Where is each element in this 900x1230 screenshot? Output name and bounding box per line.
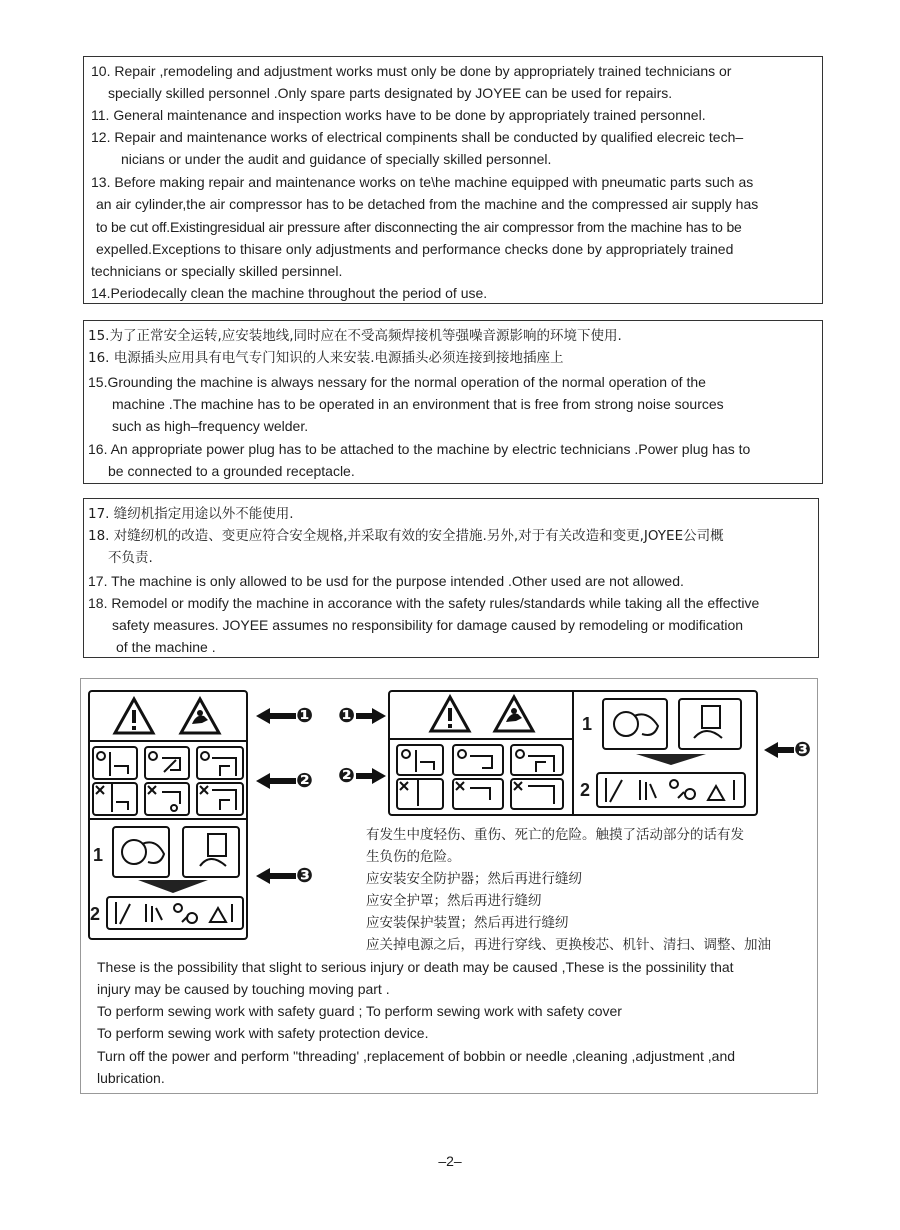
callout-number: ❶ (296, 705, 313, 727)
text-line: 应安装安全防护器；然后再进行缝纫 (366, 871, 582, 887)
page-number: –2– (438, 1153, 462, 1169)
text-line: Turn off the power and perform "threading' ,replacement of bobbin or needle ,cleaning ,adjustment ,and (97, 1048, 736, 1064)
power-off-hand-icon (602, 698, 742, 750)
text-line: specially skilled personnel .Only spare parts designated by JOYEE can be used for repairs. (108, 85, 673, 101)
text-line: expelled.Exceptions to thisare only adjustments and performance checks done by appropriately trained (96, 241, 734, 257)
sewing-pictograms-icon (92, 746, 244, 816)
threading-cleaning-icons (596, 772, 746, 808)
callout-number: ❷ (338, 765, 355, 787)
text-line: machine .The machine has to be operated in an environment that is free from strong noise sources (112, 396, 724, 412)
text-line: 17. The machine is only allowed to be usd for the purpose intended .Other used are not allowed. (88, 573, 684, 589)
text-line: 15.Grounding the machine is always nessary for the normal operation of the normal operation of the (88, 374, 706, 390)
text-line: 12. Repair and maintenance works of electrical compinents shall be conducted by qualified elecreic tech– (91, 129, 744, 145)
text-line: 应安全护罩；然后再进行缝纫 (366, 893, 542, 909)
arrow-left-icon (256, 773, 296, 789)
hand-injury-warning-icon (178, 696, 222, 736)
arrow-left-icon (256, 868, 296, 884)
step-number: 1 (93, 845, 104, 865)
down-arrow-icon (138, 880, 208, 894)
text-line: injury may be caused by touching moving part . (97, 981, 390, 997)
text-line: lubrication. (97, 1070, 165, 1086)
sewing-pictograms-icon (396, 744, 564, 810)
step-number: 2 (580, 780, 591, 800)
text-line: 11. General maintenance and inspection works have to be done by appropriately trained personnel. (91, 107, 706, 123)
divider (572, 690, 574, 816)
text-line: 10. Repair ,remodeling and adjustment works must only be done by appropriately trained technicians or (91, 63, 732, 79)
text-line: To perform sewing work with safety protection device. (97, 1025, 429, 1041)
text-line: 17. 缝纫机指定用途以外不能使用. (88, 506, 294, 522)
text-line: These is the possibility that slight to serious injury or death may be caused ,These is the possinility that (97, 959, 734, 975)
text-line: 15.为了正常安全运转,应安装地线,同时应在不受高频焊接机等强噪音源影响的环境下使用. (88, 328, 622, 344)
callout-number: ❸ (794, 739, 811, 761)
text-line: 13. Before making repair and maintenance works on te\he machine equipped with pneumatic parts such as (91, 174, 754, 190)
text-line: to be cut off.Existingresidual air pressure after disconnecting the air compressor from the machine has to be (96, 219, 742, 235)
step-number: 1 (582, 714, 593, 734)
text-line: 16. 电源插头应用具有电气专门知识的人来安装.电源插头必须连接到接地插座上 (88, 350, 564, 366)
hand-injury-warning-icon (492, 694, 536, 734)
text-line: 14.Periodecally clean the machine throughout the period of use. (91, 285, 488, 301)
callout-number: ❶ (338, 705, 355, 727)
threading-cleaning-icons (106, 896, 244, 930)
text-line: of the machine . (116, 639, 216, 655)
text-line: 应安装保护装置；然后再进行缝纫 (366, 915, 569, 931)
divider (88, 818, 248, 820)
arrow-left-icon (256, 708, 296, 724)
callout-number: ❷ (296, 770, 313, 792)
warning-triangle-icon (428, 694, 472, 734)
text-line: 有发生中度轻伤、重伤、死亡的危险。触摸了活动部分的话有发 (366, 827, 744, 843)
divider (88, 740, 248, 742)
text-line: 18. 对缝纫机的改造、变更应符合安全规格,并采取有效的安全措施.另外,对于有关改造和变更,JOYEE公司概 (88, 528, 724, 544)
callout-number: ❸ (296, 865, 313, 887)
divider (388, 738, 572, 740)
arrow-right-icon (356, 768, 386, 784)
text-line: 应关掉电源之后，再进行穿线、更换梭芯、机针、清扫、调整、加油 (366, 937, 771, 953)
arrow-right-icon (356, 708, 386, 724)
warning-triangle-icon (112, 696, 156, 736)
text-line: 16. An appropriate power plug has to be attached to the machine by electric technicians .Power plug has to (88, 441, 751, 457)
step-number: 2 (90, 904, 101, 924)
down-arrow-icon (636, 754, 706, 766)
text-line: safety measures. JOYEE assumes no responsibility for damage caused by remodeling or modification (112, 617, 744, 633)
arrow-left-icon (764, 742, 794, 758)
text-line: 18. Remodel or modify the machine in accorance with the safety rules/standards while taking all the effective (88, 595, 760, 611)
text-line: such as high–frequency welder. (112, 418, 309, 434)
text-line: an air cylinder,the air compressor has to be detached from the machine and the compressed air supply has (96, 196, 759, 212)
text-line: To perform sewing work with safety guard ; To perform sewing work with safety cover (97, 1003, 622, 1019)
text-line: nicians or under the audit and guidance of specially skilled personnel. (121, 151, 552, 167)
text-line: technicians or specially skilled persinnel. (91, 263, 343, 279)
text-line: 不负责. (108, 550, 153, 566)
text-line: be connected to a grounded receptacle. (108, 463, 355, 479)
text-line: 生负伤的危险。 (366, 849, 461, 865)
power-off-hand-icon (112, 826, 240, 878)
